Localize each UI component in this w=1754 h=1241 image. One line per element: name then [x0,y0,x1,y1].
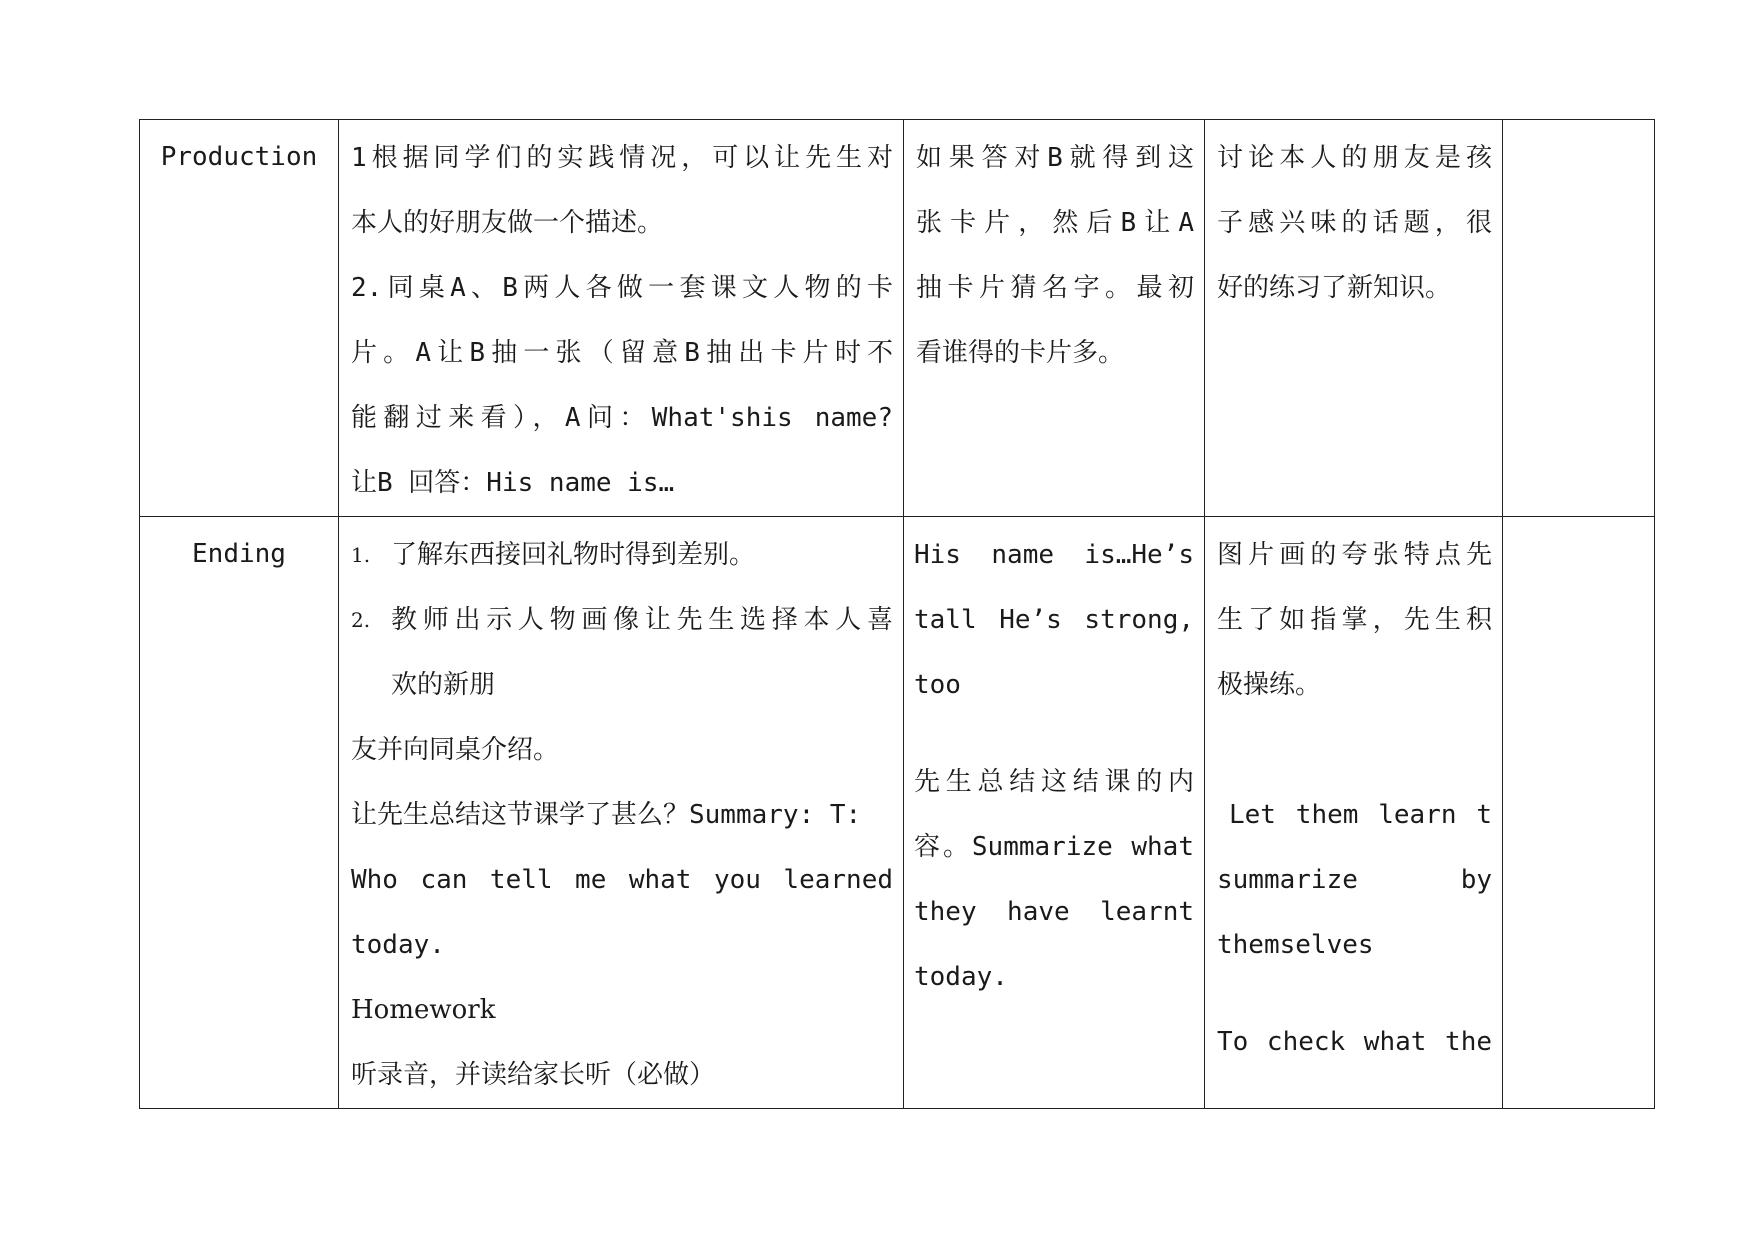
purpose-line: 子感兴味的话题，很 [1217,208,1492,238]
student-cell [904,120,1205,517]
student-line: they have learnt [914,897,1194,927]
activity-line: Who can tell me what you learned [351,865,893,895]
notes-text [1503,120,1654,126]
activity-line: 2.同桌A、B两人各做一套课文人物的卡 [351,273,893,303]
purpose-line: 生了如指掌，先生积 [1217,605,1492,635]
stage-label: Production [160,142,318,172]
activity-line: 听录音，并读给家长听（必做） [351,1060,716,1090]
purpose-line: summarize by [1217,865,1492,895]
activity-line: 欢的新朋 [391,670,496,700]
activity-line: 1根据同学们的实践情况，可以让先生对 [351,143,893,173]
item-number: 1. [351,543,371,567]
notes-cell [1503,120,1655,517]
activity-line: 友并向同桌介绍。 [351,735,560,765]
activity-line: 片。A让B抽一张（留意B抽出卡片时不 [351,338,893,368]
student-line: 如果答对B就得到这 [916,143,1194,173]
student-line: tall He’s strong, [914,605,1194,635]
purpose-line: To check what the [1217,1027,1492,1057]
purpose-cell [1205,517,1503,1109]
purpose-line: 好的练习了新知识。 [1217,273,1452,303]
student-line: today. [914,962,1008,992]
numbered-item [351,588,893,653]
activity-line: 能翻过来看），A问：What'shis name? [351,403,893,433]
notes-text [1503,517,1654,523]
table-row [140,120,1655,517]
item-number: 2. [351,608,371,632]
student-line: 张卡片，然后B让A [916,208,1194,238]
purpose-line: Let them learn t [1229,800,1492,830]
activity-line: 了解东西接回礼物时得到差别。 [391,540,756,570]
numbered-item [351,523,893,588]
student-line: 先生总结这结课的内 [914,767,1194,797]
purpose-line: themselves [1217,930,1374,960]
activities-cell [339,120,904,517]
stage-cell [140,120,339,517]
purpose-line: 讨论本人的朋友是孩 [1217,143,1492,173]
stage-label: Ending [192,539,286,569]
student-line: 抽卡片猜名字。最初 [916,273,1194,303]
activities-cell [339,517,904,1109]
purpose-cell [1205,120,1503,517]
lesson-plan-table [139,119,1655,1109]
student-line: too [914,670,961,700]
student-cell [904,517,1205,1109]
notes-cell [1503,517,1655,1109]
homework-label: Homework [351,995,496,1025]
student-line: 容。Summarize what [914,832,1194,862]
purpose-line: 图片画的夸张特点先 [1217,540,1492,570]
stage-cell [140,517,339,1109]
purpose-line: 极操练。 [1217,670,1322,700]
activity-line: 教师出示人物画像让先生选择本人喜 [391,605,893,635]
student-line: 看谁得的卡片多。 [916,338,1125,368]
activity-line: 让B 回答：His name is… [351,468,675,498]
table-row [140,517,1655,1109]
activity-line: 本人的好朋友做一个描述。 [351,208,664,238]
activity-line: today. [351,930,445,960]
activity-line: 让先生总结这节课学了甚么？Summary: T: [351,800,862,830]
student-line: His name is…He’s [914,540,1194,570]
